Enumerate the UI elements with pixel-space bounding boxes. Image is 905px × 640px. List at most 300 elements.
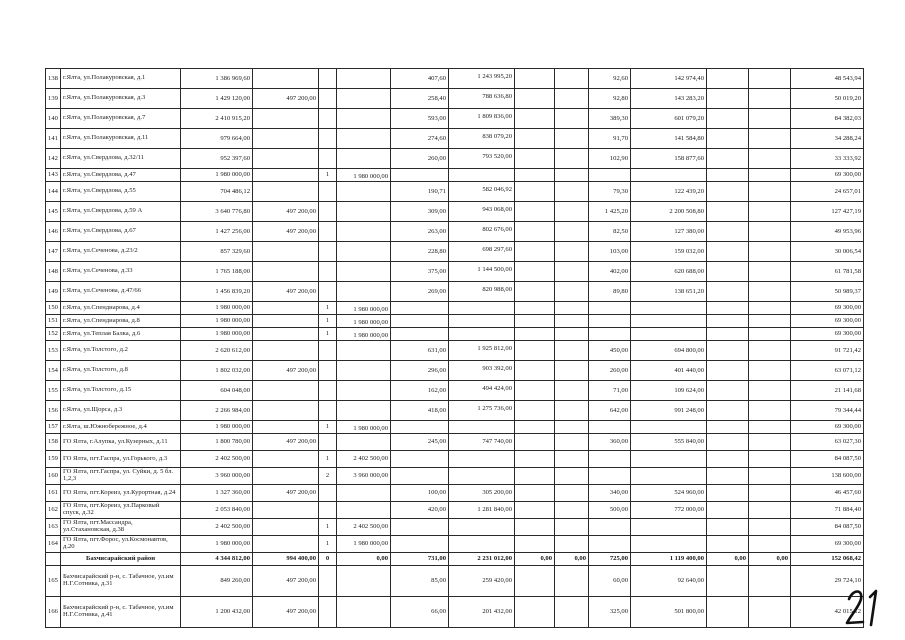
value-cell-c8: 260,00 bbox=[589, 361, 631, 381]
value-cell-c12: 69 300,00 bbox=[791, 536, 864, 553]
value-cell-c2 bbox=[319, 341, 337, 361]
table-row bbox=[46, 129, 864, 149]
value-cell-c5 bbox=[449, 434, 515, 451]
value-cell-c6 bbox=[515, 149, 555, 169]
district-value-c3: 0,00 bbox=[337, 553, 391, 566]
value-cell-c7 bbox=[555, 361, 589, 381]
value-cell-c3 bbox=[337, 361, 391, 381]
value-cell-c9 bbox=[631, 421, 707, 434]
address-cell: г.Ялта, ул.Полакуровская, д.3 bbox=[61, 89, 181, 109]
cell-text: 698 297,60 bbox=[482, 246, 512, 253]
value-cell-c4: 407,60 bbox=[391, 69, 449, 89]
value-cell-c7 bbox=[555, 182, 589, 202]
value-cell-c10 bbox=[707, 536, 749, 553]
value-cell-c2: 1 bbox=[319, 169, 337, 182]
value-cell-c11 bbox=[749, 315, 791, 328]
value-cell-c6 bbox=[515, 361, 555, 381]
row-number-cell: 138 bbox=[46, 69, 61, 89]
value-cell-c12: 49 953,96 bbox=[791, 222, 864, 242]
value-cell-c12: 69 300,00 bbox=[791, 169, 864, 182]
value-cell-c9: 555 840,00 bbox=[631, 434, 707, 451]
value-cell-c2 bbox=[319, 69, 337, 89]
value-cell-c5 bbox=[449, 341, 515, 361]
value-cell-c10 bbox=[707, 222, 749, 242]
value-cell-c3 bbox=[337, 502, 391, 519]
value-cell-c7 bbox=[555, 519, 589, 536]
row-number-cell: 148 bbox=[46, 262, 61, 282]
table-row bbox=[46, 282, 864, 302]
value-cell-c12: 69 300,00 bbox=[791, 315, 864, 328]
value-cell-c12: 34 288,24 bbox=[791, 129, 864, 149]
row-number-cell: 144 bbox=[46, 182, 61, 202]
value-cell-c7 bbox=[555, 262, 589, 282]
value-cell-c7 bbox=[555, 536, 589, 553]
value-cell-c7 bbox=[555, 109, 589, 129]
value-cell-c10 bbox=[707, 169, 749, 182]
value-cell-c8: 450,00 bbox=[589, 341, 631, 361]
value-cell-c9: 127 380,00 bbox=[631, 222, 707, 242]
value-cell-c1 bbox=[253, 262, 319, 282]
value-cell-c9: 2 200 508,80 bbox=[631, 202, 707, 222]
value-cell-c5 bbox=[449, 282, 515, 302]
value-cell-c6 bbox=[515, 536, 555, 553]
cell-text: 1 980 000,00 bbox=[353, 425, 388, 432]
address-cell: г.Ялта, ул.Полакуровская, д.7 bbox=[61, 109, 181, 129]
value-cell-c5 bbox=[449, 502, 515, 519]
value-cell-c12: 24 657,01 bbox=[791, 182, 864, 202]
table-row bbox=[46, 89, 864, 109]
value-cell-c10 bbox=[707, 341, 749, 361]
value-cell-c3 bbox=[337, 89, 391, 109]
address-cell: г.Ялта, ул.Толстого, д.8 bbox=[61, 361, 181, 381]
value-cell-c2 bbox=[319, 401, 337, 421]
value-cell-c10 bbox=[707, 519, 749, 536]
value-cell-c4 bbox=[391, 468, 449, 485]
value-cell-c3 bbox=[337, 341, 391, 361]
value-cell-c1 bbox=[253, 381, 319, 401]
value-cell-c2: 1 bbox=[319, 328, 337, 341]
value-cell-c3 bbox=[337, 169, 391, 182]
value-cell-c7 bbox=[555, 149, 589, 169]
table-row bbox=[46, 421, 864, 434]
cell-text: 747 740,00 bbox=[482, 438, 512, 445]
district-value-c2: 0 bbox=[319, 553, 337, 566]
value-cell-total: 3 640 776,80 bbox=[181, 202, 253, 222]
address-cell: г.Ялта, ул.Сеченова, д.47/66 bbox=[61, 282, 181, 302]
value-cell-c6 bbox=[515, 302, 555, 315]
value-cell-c11 bbox=[749, 222, 791, 242]
value-cell-c6 bbox=[515, 202, 555, 222]
value-cell-total: 1 980 000,00 bbox=[181, 536, 253, 553]
value-cell-c10 bbox=[707, 421, 749, 434]
value-cell-c6 bbox=[515, 242, 555, 262]
row-number-cell: 140 bbox=[46, 109, 61, 129]
value-cell-c9: 92 640,00 bbox=[631, 566, 707, 597]
value-cell-c10 bbox=[707, 451, 749, 468]
value-cell-c6 bbox=[515, 597, 555, 628]
value-cell-c9: 524 960,00 bbox=[631, 485, 707, 502]
value-cell-c9: 620 688,00 bbox=[631, 262, 707, 282]
district-value-c1: 994 400,00 bbox=[253, 553, 319, 566]
value-cell-c3 bbox=[337, 468, 391, 485]
value-cell-c12: 33 333,92 bbox=[791, 149, 864, 169]
row-number-cell: 150 bbox=[46, 302, 61, 315]
value-cell-c8 bbox=[589, 315, 631, 328]
row-number-cell: 143 bbox=[46, 169, 61, 182]
value-cell-total: 1 980 000,00 bbox=[181, 421, 253, 434]
value-cell-c2 bbox=[319, 502, 337, 519]
value-cell-c12: 50 019,20 bbox=[791, 89, 864, 109]
value-cell-total: 2 402 500,00 bbox=[181, 519, 253, 536]
value-cell-c2: 1 bbox=[319, 315, 337, 328]
table-row bbox=[46, 468, 864, 485]
value-cell-c6 bbox=[515, 129, 555, 149]
row-number-cell: 160 bbox=[46, 468, 61, 485]
row-number-cell: 159 bbox=[46, 451, 61, 468]
address-cell: г.Ялта, ул.Свердлова, д.47 bbox=[61, 169, 181, 182]
value-cell-c4: 269,00 bbox=[391, 282, 449, 302]
table-row bbox=[46, 222, 864, 242]
value-cell-c3 bbox=[337, 328, 391, 341]
value-cell-c5 bbox=[449, 242, 515, 262]
value-cell-c10 bbox=[707, 282, 749, 302]
value-cell-c3 bbox=[337, 566, 391, 597]
value-cell-c12: 69 300,00 bbox=[791, 421, 864, 434]
value-cell-c8 bbox=[589, 169, 631, 182]
value-cell-c4 bbox=[391, 169, 449, 182]
value-cell-c11 bbox=[749, 421, 791, 434]
value-cell-c11 bbox=[749, 282, 791, 302]
value-cell-c1 bbox=[253, 149, 319, 169]
value-cell-c10 bbox=[707, 242, 749, 262]
value-cell-c2 bbox=[319, 361, 337, 381]
value-cell-c3 bbox=[337, 434, 391, 451]
district-value-c4: 731,00 bbox=[391, 553, 449, 566]
empty-cell bbox=[46, 553, 61, 566]
value-cell-c4: 375,00 bbox=[391, 262, 449, 282]
value-cell-c3 bbox=[337, 262, 391, 282]
value-cell-c1 bbox=[253, 169, 319, 182]
value-cell-c9: 143 283,20 bbox=[631, 89, 707, 109]
table-row bbox=[46, 202, 864, 222]
table-row bbox=[46, 485, 864, 502]
value-cell-c9 bbox=[631, 468, 707, 485]
address-cell: г.Ялта, ул.Спендиарова, д.8 bbox=[61, 315, 181, 328]
value-cell-c8 bbox=[589, 451, 631, 468]
row-number-cell: 162 bbox=[46, 502, 61, 519]
value-cell-c5: 259 420,00 bbox=[449, 566, 515, 597]
cell-text: 903 392,00 bbox=[482, 365, 512, 372]
value-cell-c5 bbox=[449, 451, 515, 468]
value-cell-c10 bbox=[707, 468, 749, 485]
value-cell-total: 2 402 500,00 bbox=[181, 451, 253, 468]
district-name: Бахчисарайский район bbox=[61, 553, 181, 566]
value-cell-total: 2 266 984,00 bbox=[181, 401, 253, 421]
value-cell-c10 bbox=[707, 381, 749, 401]
value-cell-total: 1 800 780,00 bbox=[181, 434, 253, 451]
value-cell-c4: 258,40 bbox=[391, 89, 449, 109]
value-cell-c12: 79 344,44 bbox=[791, 401, 864, 421]
value-cell-total: 1 980 000,00 bbox=[181, 302, 253, 315]
value-cell-c4 bbox=[391, 519, 449, 536]
address-cell: г.Ялта, ул.Сеченова, д.33 bbox=[61, 262, 181, 282]
register-table bbox=[45, 68, 864, 628]
row-number-cell: 152 bbox=[46, 328, 61, 341]
value-cell-c12: 61 781,58 bbox=[791, 262, 864, 282]
value-cell-c1 bbox=[253, 451, 319, 468]
table-row bbox=[46, 182, 864, 202]
table-row bbox=[46, 341, 864, 361]
value-cell-c1: 497 200,00 bbox=[253, 566, 319, 597]
table-row bbox=[46, 361, 864, 381]
value-cell-c11 bbox=[749, 401, 791, 421]
value-cell-c5 bbox=[449, 328, 515, 341]
value-cell-c8: 500,00 bbox=[589, 502, 631, 519]
value-cell-c4: 309,00 bbox=[391, 202, 449, 222]
value-cell-c6 bbox=[515, 282, 555, 302]
value-cell-c12: 69 300,00 bbox=[791, 328, 864, 341]
value-cell-c5 bbox=[449, 222, 515, 242]
value-cell-c10 bbox=[707, 182, 749, 202]
value-cell-total: 1 456 839,20 bbox=[181, 282, 253, 302]
value-cell-c11 bbox=[749, 451, 791, 468]
value-cell-c8: 91,70 bbox=[589, 129, 631, 149]
value-cell-c4 bbox=[391, 302, 449, 315]
address-cell: г.Ялта, ул.Толстого, д.15 bbox=[61, 381, 181, 401]
value-cell-total: 704 486,12 bbox=[181, 182, 253, 202]
address-cell: г.Ялта, ш.Южнобережное, д.4 bbox=[61, 421, 181, 434]
row-number-cell: 161 bbox=[46, 485, 61, 502]
value-cell-c9 bbox=[631, 328, 707, 341]
value-cell-c8: 389,30 bbox=[589, 109, 631, 129]
value-cell-c7 bbox=[555, 282, 589, 302]
value-cell-c7 bbox=[555, 485, 589, 502]
value-cell-c6 bbox=[515, 485, 555, 502]
value-cell-c5 bbox=[449, 69, 515, 89]
value-cell-c2 bbox=[319, 282, 337, 302]
value-cell-c4: 274,60 bbox=[391, 129, 449, 149]
value-cell-c6 bbox=[515, 468, 555, 485]
address-cell: ГО Ялта, пгт.Массандра, ул.Стахановская, д.38 bbox=[61, 519, 181, 536]
row-number-cell: 141 bbox=[46, 129, 61, 149]
value-cell-c7 bbox=[555, 169, 589, 182]
cell-text: 943 068,00 bbox=[482, 206, 512, 213]
address-cell: ГО Ялта, пгт.Кореиз, ул.Курортная, д.24 bbox=[61, 485, 181, 502]
value-cell-c9: 138 651,20 bbox=[631, 282, 707, 302]
value-cell-c7 bbox=[555, 401, 589, 421]
value-cell-c11 bbox=[749, 169, 791, 182]
value-cell-c11 bbox=[749, 597, 791, 628]
value-cell-c10 bbox=[707, 485, 749, 502]
cell-text: 1 243 995,20 bbox=[477, 73, 512, 80]
address-cell: ГО Ялта, пгт.Форос, ул.Космонавтов, д.20 bbox=[61, 536, 181, 553]
value-cell-total: 2 410 915,20 bbox=[181, 109, 253, 129]
value-cell-c3 bbox=[337, 381, 391, 401]
value-cell-c12: 69 300,00 bbox=[791, 302, 864, 315]
cell-text: 793 520,00 bbox=[482, 153, 512, 160]
value-cell-c7 bbox=[555, 222, 589, 242]
value-cell-c2 bbox=[319, 434, 337, 451]
value-cell-c11 bbox=[749, 519, 791, 536]
cell-text: 1 980 000,00 bbox=[353, 332, 388, 339]
value-cell-c5 bbox=[449, 315, 515, 328]
value-cell-c10 bbox=[707, 69, 749, 89]
value-cell-c8: 92,60 bbox=[589, 69, 631, 89]
value-cell-c5 bbox=[449, 182, 515, 202]
value-cell-c7 bbox=[555, 434, 589, 451]
value-cell-c2: 1 bbox=[319, 519, 337, 536]
value-cell-c7 bbox=[555, 129, 589, 149]
value-cell-c8: 89,80 bbox=[589, 282, 631, 302]
value-cell-c5 bbox=[449, 149, 515, 169]
value-cell-c9: 501 800,00 bbox=[631, 597, 707, 628]
value-cell-c10 bbox=[707, 109, 749, 129]
value-cell-c9: 158 877,60 bbox=[631, 149, 707, 169]
address-cell: г.Ялта, ул.Сеченова, д.23/2 bbox=[61, 242, 181, 262]
address-cell: г.Ялта, ул.Толстого, д.2 bbox=[61, 341, 181, 361]
value-cell-c6 bbox=[515, 451, 555, 468]
address-cell: ГО Ялта, г.Алупка, ул.Кузерных, д.11 bbox=[61, 434, 181, 451]
value-cell-total: 1 980 000,00 bbox=[181, 328, 253, 341]
table-row bbox=[46, 328, 864, 341]
value-cell-c5 bbox=[449, 262, 515, 282]
district-value-c6: 0,00 bbox=[515, 553, 555, 566]
address-cell: г.Ялта, ул.Спендиарова, д.4 bbox=[61, 302, 181, 315]
value-cell-c9 bbox=[631, 536, 707, 553]
value-cell-c11 bbox=[749, 381, 791, 401]
value-cell-c12: 71 884,40 bbox=[791, 502, 864, 519]
value-cell-c2: 1 bbox=[319, 302, 337, 315]
value-cell-c12: 50 989,37 bbox=[791, 282, 864, 302]
table-row bbox=[46, 109, 864, 129]
value-cell-c3 bbox=[337, 222, 391, 242]
value-cell-c10 bbox=[707, 434, 749, 451]
value-cell-c5 bbox=[449, 202, 515, 222]
address-cell: ГО Ялта, пгт.Гаспра, ул. Суйки, д. 5 бл. 1,2,3 bbox=[61, 468, 181, 485]
value-cell-c8 bbox=[589, 328, 631, 341]
row-number-cell: 153 bbox=[46, 341, 61, 361]
value-cell-c6 bbox=[515, 89, 555, 109]
row-number-cell: 145 bbox=[46, 202, 61, 222]
table-row bbox=[46, 262, 864, 282]
value-cell-c1 bbox=[253, 129, 319, 149]
value-cell-c5 bbox=[449, 401, 515, 421]
value-cell-c4: 85,00 bbox=[391, 566, 449, 597]
table-row bbox=[46, 242, 864, 262]
value-cell-c11 bbox=[749, 502, 791, 519]
value-cell-total: 979 664,00 bbox=[181, 129, 253, 149]
value-cell-total: 1 429 120,00 bbox=[181, 89, 253, 109]
value-cell-c5 bbox=[449, 302, 515, 315]
value-cell-c1 bbox=[253, 536, 319, 553]
value-cell-c12: 30 006,54 bbox=[791, 242, 864, 262]
value-cell-c2 bbox=[319, 89, 337, 109]
value-cell-c5 bbox=[449, 109, 515, 129]
address-cell: г.Ялта, ул.Полакуровская, д.1 bbox=[61, 69, 181, 89]
value-cell-total: 3 960 000,00 bbox=[181, 468, 253, 485]
value-cell-c12: 138 600,00 bbox=[791, 468, 864, 485]
value-cell-c5 bbox=[449, 519, 515, 536]
value-cell-c3 bbox=[337, 69, 391, 89]
address-cell: г.Ялта, ул.Свердлова, д.67 bbox=[61, 222, 181, 242]
value-cell-c1 bbox=[253, 242, 319, 262]
district-value-c8: 725,00 bbox=[589, 553, 631, 566]
table-row bbox=[46, 401, 864, 421]
address-cell: Бахчисарайский р-н, с. Табачное, ул.им Н.Г.Сотника, д.41 bbox=[61, 597, 181, 628]
value-cell-c3 bbox=[337, 242, 391, 262]
value-cell-c6 bbox=[515, 262, 555, 282]
value-cell-c12: 46 457,60 bbox=[791, 485, 864, 502]
value-cell-c7 bbox=[555, 89, 589, 109]
district-value-c11: 0,00 bbox=[749, 553, 791, 566]
value-cell-c8 bbox=[589, 519, 631, 536]
value-cell-c11 bbox=[749, 182, 791, 202]
value-cell-c9 bbox=[631, 315, 707, 328]
value-cell-c12: 127 427,19 bbox=[791, 202, 864, 222]
value-cell-c9: 694 800,00 bbox=[631, 341, 707, 361]
value-cell-c1 bbox=[253, 421, 319, 434]
value-cell-c7 bbox=[555, 202, 589, 222]
value-cell-c6 bbox=[515, 69, 555, 89]
value-cell-c3 bbox=[337, 282, 391, 302]
value-cell-total: 1 386 969,60 bbox=[181, 69, 253, 89]
value-cell-c10 bbox=[707, 566, 749, 597]
value-cell-c7 bbox=[555, 381, 589, 401]
value-cell-c5 bbox=[449, 485, 515, 502]
value-cell-c1: 497 200,00 bbox=[253, 222, 319, 242]
value-cell-c6 bbox=[515, 222, 555, 242]
value-cell-c8: 642,00 bbox=[589, 401, 631, 421]
value-cell-c4: 263,00 bbox=[391, 222, 449, 242]
row-number-cell: 151 bbox=[46, 315, 61, 328]
table-row bbox=[46, 597, 864, 628]
value-cell-c9 bbox=[631, 302, 707, 315]
value-cell-c1 bbox=[253, 182, 319, 202]
value-cell-c4: 66,00 bbox=[391, 597, 449, 628]
district-subtotal-row bbox=[46, 553, 864, 566]
value-cell-c2: 1 bbox=[319, 536, 337, 553]
cell-text: 1 925 812,00 bbox=[477, 345, 512, 352]
value-cell-c10 bbox=[707, 302, 749, 315]
value-cell-c7 bbox=[555, 468, 589, 485]
value-cell-c1: 497 200,00 bbox=[253, 434, 319, 451]
value-cell-c4: 190,71 bbox=[391, 182, 449, 202]
value-cell-c9 bbox=[631, 519, 707, 536]
value-cell-c7 bbox=[555, 341, 589, 361]
value-cell-c9: 601 079,20 bbox=[631, 109, 707, 129]
cell-text: 305 200,00 bbox=[482, 489, 512, 496]
value-cell-c9 bbox=[631, 451, 707, 468]
value-cell-c5 bbox=[449, 536, 515, 553]
value-cell-c11 bbox=[749, 485, 791, 502]
value-cell-c4 bbox=[391, 315, 449, 328]
value-cell-c12: 84 087,50 bbox=[791, 519, 864, 536]
district-value-c5: 2 231 012,00 bbox=[449, 553, 515, 566]
cell-text: 494 424,00 bbox=[482, 385, 512, 392]
value-cell-c12: 91 721,42 bbox=[791, 341, 864, 361]
table-row bbox=[46, 381, 864, 401]
value-cell-total: 1 802 032,00 bbox=[181, 361, 253, 381]
value-cell-c11 bbox=[749, 468, 791, 485]
value-cell-c11 bbox=[749, 302, 791, 315]
value-cell-c8: 340,00 bbox=[589, 485, 631, 502]
value-cell-c11 bbox=[749, 328, 791, 341]
value-cell-c2 bbox=[319, 149, 337, 169]
address-cell: г.Ялта, ул.Теплая Балка, д.6 bbox=[61, 328, 181, 341]
value-cell-c1 bbox=[253, 341, 319, 361]
value-cell-c6 bbox=[515, 182, 555, 202]
value-cell-c6 bbox=[515, 421, 555, 434]
